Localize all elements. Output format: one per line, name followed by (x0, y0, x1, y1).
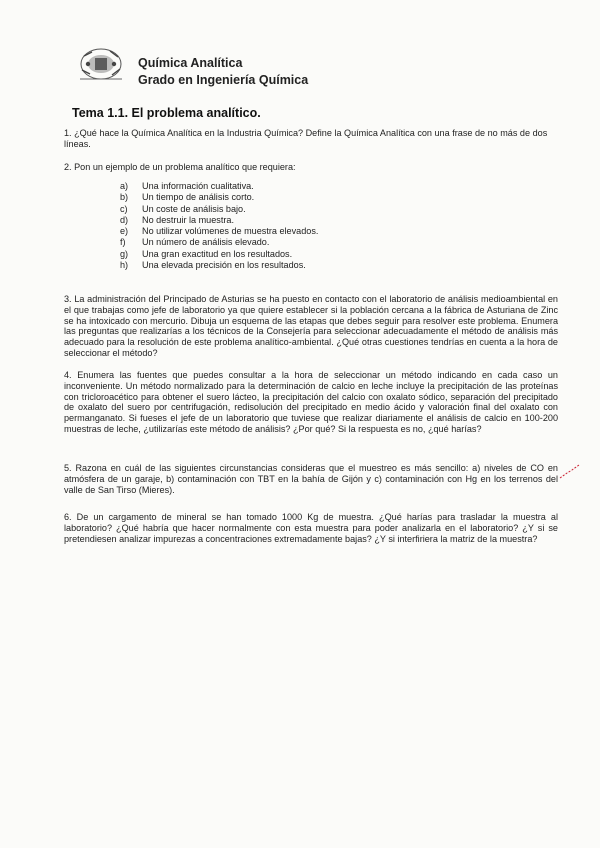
question-6: 6. De un cargamento de mineral se han tomado 1000 Kg de muestra. ¿Qué harías para trasladar la muestra al laboratorio? ¿Qué habría que hacer normalmente con esta muestra para poder analizarla en el laboratorio? ¿Y si se pretendiesen analizar impurezas a concentraciones extremadamente bajas? ¿Y si interfiriera la matriz de la muestra? (64, 512, 558, 544)
list-item (120, 260, 318, 271)
header-subtitle: Grado en Ingeniería Química (138, 73, 309, 87)
document-header (138, 55, 308, 89)
topic-heading: Tema 1.1. El problema analítico. (72, 106, 261, 120)
question-5: 5. Razona en cuál de las siguientes circunstancias consideras que el muestreo es más sencillo: a) niveles de CO en atmósfera de un garaje, b) contaminación con TBT en la bahía de Gijón y c) contaminación con Hg en los terrenos del valle de San Tirso (Mieres). (64, 463, 558, 495)
university-logo-icon (78, 46, 124, 82)
header-title: Química Analítica (138, 56, 243, 70)
option-letter: f) (120, 237, 126, 248)
option-letter: h) (120, 260, 129, 271)
option-text: Una elevada precisión en los resultados. (142, 260, 306, 271)
option-letter: e) (120, 226, 129, 237)
option-letter: a) (120, 181, 129, 191)
question-3: 3. La administración del Principado de Asturias se ha puesto en contacto con el laboratorio de análisis medioambiental en el que trabajas como jefe de laboratorio ya que quiere establecer si la población cercana a la fábrica de Asturiana de Zinc se ha intoxicado con mercurio. Dibuja un esquema de las etapas que debes seguir para resolver este problema. Enumera las preguntas que realizarías a los técnicos de la Consejería para seleccionar adecuadamente el método de análisis más adecuado para la resolución de este problema analítico-ambiental. ¿Qué otras cuestiones tendrías en cuenta a la hora de seleccionar el método? (64, 294, 558, 358)
list-item (120, 237, 318, 248)
list-item (120, 226, 318, 237)
list-item (120, 249, 318, 260)
option-letter: c) (120, 203, 128, 214)
option-letter: b) (120, 192, 129, 203)
option-letter: d) (120, 214, 129, 225)
question-2-options (120, 181, 318, 271)
option-text: Una gran exactitud en los resultados. (142, 248, 293, 259)
question-1: 1. ¿Qué hace la Química Analítica en la Industria Química? Define la Química Analítica con una frase de no más de dos líneas. (64, 128, 548, 149)
option-text: No utilizar volúmenes de muestra elevados. (142, 226, 319, 237)
option-text: Un número de análisis elevado. (142, 237, 270, 248)
list-item (120, 215, 318, 226)
list-item (120, 192, 318, 203)
red-pen-mark-icon (558, 462, 582, 482)
option-text: Un tiempo de análisis corto. (142, 192, 255, 203)
question-2: 2. Pon un ejemplo de un problema analítico que requiera: (64, 162, 296, 172)
option-text: No destruir la muestra. (142, 214, 234, 225)
list-item (120, 204, 318, 215)
list-item (120, 181, 318, 192)
option-text: Un coste de análisis bajo. (142, 203, 246, 214)
option-text: Una información cualitativa. (142, 181, 254, 191)
question-4: 4. Enumera las fuentes que puedes consultar a la hora de seleccionar un método indicando en cada caso un inconveniente. Un método normalizado para la determinación de calcio en leche incluye la precipitación de las proteínas con tricloroacético para obtener el suero lácteo, la precipitación del calcio con oxalato sódico, separación del precipitado de oxalato del suero por centrifugación, redisolución del precipitado en medio ácido y valoración final del oxalato con permanganato. Si fueses el jefe de un laboratorio que tuviese que realizar diariamente el análisis de calcio en 100-200 muestras de leche, ¿utilizarías este método de análisis? ¿Por qué? Si la respuesta es no, ¿qué harías? (64, 370, 558, 434)
option-letter: g) (120, 248, 129, 259)
